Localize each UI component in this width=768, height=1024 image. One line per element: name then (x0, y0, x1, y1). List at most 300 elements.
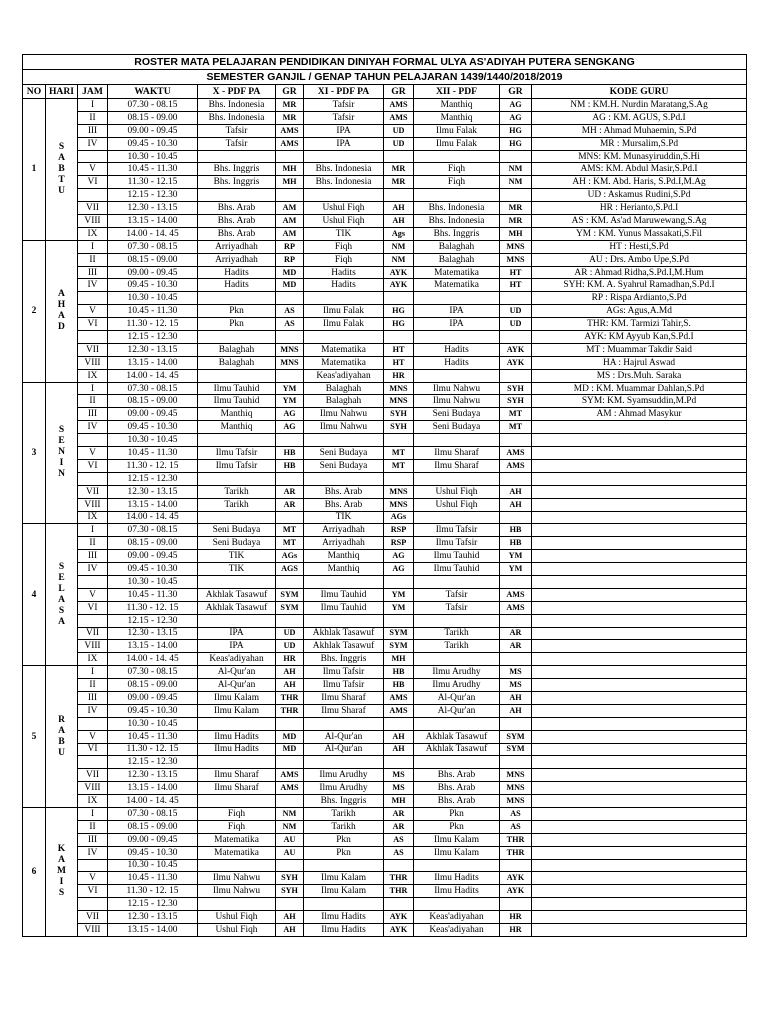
gr-xi-cell: AYK (384, 924, 414, 937)
day-name-letter: T (58, 174, 65, 185)
kode-guru-cell: AU : Drs. Ambo Upe,S.Pd (532, 253, 747, 266)
gr-xii-cell: AYK (500, 885, 532, 898)
subject-xi-cell: Ilmu Hadits (304, 924, 384, 937)
subject-x-cell (198, 434, 276, 447)
gr-xii-cell: AG (500, 111, 532, 124)
waktu-cell: 08.15 - 09.00 (108, 111, 198, 124)
gr-x-cell: YM (276, 382, 304, 395)
waktu-cell: 12.30 - 13.15 (108, 627, 198, 640)
subject-xi-cell (304, 717, 384, 730)
gr-xi-cell: HB (384, 666, 414, 679)
subject-xii-cell: Fiqh (414, 163, 500, 176)
gr-xi-cell: AYK (384, 279, 414, 292)
subject-xii-cell: Ilmu Kalam (414, 846, 500, 859)
kode-guru-cell: HT : Hesti,S.Pd (532, 240, 747, 253)
header-class-x: X - PDF PA (198, 85, 276, 99)
gr-x-cell: MT (276, 524, 304, 537)
kode-guru-cell (532, 807, 747, 820)
roster-title: ROSTER MATA PELAJARAN PENDIDIKAN DINIYAH FORMAL ULYA AS'ADIYAH PUTERA SENGKANG (23, 55, 747, 70)
subject-xi-cell: Manthiq (304, 563, 384, 576)
gr-xii-cell: HT (500, 266, 532, 279)
subject-x-cell: Ilmu Hadits (198, 743, 276, 756)
schedule-row (23, 292, 747, 305)
kode-guru-cell (532, 550, 747, 563)
subject-x-cell: Matematika (198, 846, 276, 859)
header-gr-xii: GR (500, 85, 532, 99)
schedule-row (23, 704, 747, 717)
gr-xii-cell (500, 472, 532, 485)
subject-xii-cell (414, 614, 500, 627)
jam-cell: VI (78, 743, 108, 756)
jam-cell: IV (78, 279, 108, 292)
subject-xi-cell (304, 434, 384, 447)
kode-guru-cell (532, 820, 747, 833)
jam-cell: II (78, 111, 108, 124)
day-name-letter: I (59, 458, 64, 469)
subject-xi-cell: Pkn (304, 846, 384, 859)
gr-xi-cell: NM (384, 253, 414, 266)
waktu-cell: 14.00 - 14. 45 (108, 227, 198, 240)
gr-xii-cell: SYM (500, 743, 532, 756)
jam-cell: IV (78, 421, 108, 434)
gr-x-cell: AMS (276, 137, 304, 150)
subject-xii-cell: Seni Budaya (414, 408, 500, 421)
subject-x-cell: Ilmu Tafsir (198, 459, 276, 472)
subject-xi-cell: Ushul Fiqh (304, 202, 384, 215)
waktu-cell: 10.30 - 10.45 (108, 150, 198, 163)
jam-cell: I (78, 382, 108, 395)
subject-x-cell: Bhs. Inggris (198, 176, 276, 189)
jam-cell: VII (78, 627, 108, 640)
day-name (46, 666, 78, 808)
kode-guru-cell (532, 679, 747, 692)
kode-guru-cell: AMS: KM. Abdul Masir,S.Pd.I (532, 163, 747, 176)
gr-xi-cell: MT (384, 447, 414, 460)
subject-x-cell: Ilmu Kalam (198, 704, 276, 717)
gr-xii-cell: HG (500, 137, 532, 150)
gr-xii-cell: MR (500, 202, 532, 215)
schedule-row (23, 679, 747, 692)
subject-x-cell: Ilmu Tafsir (198, 447, 276, 460)
gr-x-cell (276, 717, 304, 730)
jam-cell (78, 189, 108, 202)
gr-xii-cell: MR (500, 215, 532, 228)
gr-xii-cell: MH (500, 227, 532, 240)
jam-cell: VI (78, 885, 108, 898)
kode-guru-cell (532, 859, 747, 872)
gr-x-cell: AR (276, 498, 304, 511)
subject-xi-cell: Fiqh (304, 240, 384, 253)
waktu-cell: 12.15 - 12.30 (108, 472, 198, 485)
gr-xi-cell: MNS (384, 498, 414, 511)
jam-cell: IV (78, 137, 108, 150)
waktu-cell: 10.45 - 11.30 (108, 730, 198, 743)
schedule-row (23, 382, 747, 395)
subject-x-cell: Ilmu Tauhid (198, 382, 276, 395)
gr-xi-cell: AS (384, 833, 414, 846)
kode-guru-cell: MNS: KM. Munasyiruddin,S.Hi (532, 150, 747, 163)
jam-cell: VIII (78, 356, 108, 369)
subject-x-cell: Ilmu Nahwu (198, 885, 276, 898)
kode-guru-cell: UD : Askamus Rudini,S.Pd (532, 189, 747, 202)
day-name-letter: B (58, 736, 65, 747)
subject-x-cell: Bhs. Arab (198, 202, 276, 215)
day-name-letter: S (58, 605, 65, 616)
kode-guru-cell (532, 524, 747, 537)
subject-xii-cell (414, 511, 500, 524)
day-name-letter: S (58, 561, 65, 572)
gr-xi-cell (384, 292, 414, 305)
subject-x-cell: Pkn (198, 318, 276, 331)
subject-x-cell: Hadits (198, 279, 276, 292)
gr-xi-cell: RSP (384, 537, 414, 550)
gr-xi-cell (384, 859, 414, 872)
gr-x-cell: MH (276, 176, 304, 189)
waktu-cell: 12.15 - 12.30 (108, 898, 198, 911)
gr-xii-cell (500, 511, 532, 524)
gr-xi-cell: MNS (384, 382, 414, 395)
subject-xi-cell: Hadits (304, 266, 384, 279)
subject-xi-cell: Al-Qur'an (304, 743, 384, 756)
header-gr-xi: GR (384, 85, 414, 99)
gr-xii-cell: AH (500, 498, 532, 511)
jam-cell: III (78, 691, 108, 704)
schedule-row (23, 356, 747, 369)
subject-xii-cell: Ilmu Hadits (414, 872, 500, 885)
jam-cell (78, 472, 108, 485)
gr-xii-cell: THR (500, 833, 532, 846)
gr-xii-cell: AYK (500, 356, 532, 369)
subject-xii-cell: Ilmu Nahwu (414, 395, 500, 408)
subject-xii-cell: Fiqh (414, 176, 500, 189)
schedule-row (23, 421, 747, 434)
gr-x-cell: MR (276, 99, 304, 112)
kode-guru-cell: MT : Muammar Takdir Said (532, 343, 747, 356)
waktu-cell: 13.15 - 14.00 (108, 924, 198, 937)
subject-x-cell (198, 898, 276, 911)
subject-x-cell: TIK (198, 563, 276, 576)
gr-x-cell (276, 292, 304, 305)
gr-xii-cell (500, 653, 532, 666)
schedule-row (23, 459, 747, 472)
gr-x-cell: SYH (276, 885, 304, 898)
subject-xii-cell: Matematika (414, 279, 500, 292)
day-name (46, 99, 78, 241)
waktu-cell: 11.30 - 12. 15 (108, 318, 198, 331)
gr-xii-cell (500, 614, 532, 627)
gr-x-cell: AMS (276, 124, 304, 137)
gr-xi-cell: AMS (384, 691, 414, 704)
day-name-letter: E (58, 436, 65, 447)
subject-x-cell: Pkn (198, 305, 276, 318)
gr-xii-cell: AR (500, 640, 532, 653)
subject-xii-cell: Bhs. Indonesia (414, 215, 500, 228)
subject-xii-cell: Ilmu Nahwu (414, 382, 500, 395)
subject-xi-cell (304, 150, 384, 163)
jam-cell: VIII (78, 640, 108, 653)
gr-x-cell (276, 614, 304, 627)
schedule-row (23, 227, 747, 240)
subject-x-cell: Bhs. Indonesia (198, 111, 276, 124)
gr-xi-cell: HG (384, 318, 414, 331)
subject-xi-cell: Ilmu Tafsir (304, 666, 384, 679)
gr-xi-cell: SYM (384, 627, 414, 640)
gr-xii-cell: MNS (500, 782, 532, 795)
gr-xii-cell: SYM (500, 730, 532, 743)
jam-cell: IX (78, 795, 108, 808)
kode-guru-cell: YM : KM. Yunus Massakati,S.Fil (532, 227, 747, 240)
waktu-cell: 07.30 - 08.15 (108, 240, 198, 253)
gr-xi-cell (384, 717, 414, 730)
waktu-cell: 09.45 - 10.30 (108, 563, 198, 576)
subject-xii-cell (414, 331, 500, 344)
waktu-cell: 13.15 - 14.00 (108, 356, 198, 369)
subject-x-cell: Hadits (198, 266, 276, 279)
day-name-letter: A (58, 594, 65, 605)
gr-xii-cell: UD (500, 305, 532, 318)
gr-x-cell (276, 472, 304, 485)
jam-cell (78, 859, 108, 872)
schedule-row (23, 885, 747, 898)
gr-xi-cell: AH (384, 730, 414, 743)
gr-x-cell: MD (276, 266, 304, 279)
gr-xi-cell: AMS (384, 704, 414, 717)
subject-xi-cell: Balaghah (304, 395, 384, 408)
gr-xi-cell: AS (384, 846, 414, 859)
gr-x-cell: AU (276, 833, 304, 846)
gr-xi-cell: HR (384, 369, 414, 382)
subject-xi-cell: Ilmu Tauhid (304, 588, 384, 601)
subject-xii-cell (414, 898, 500, 911)
subject-xi-cell: TIK (304, 227, 384, 240)
kode-guru-cell (532, 872, 747, 885)
waktu-cell: 14.00 - 14. 45 (108, 511, 198, 524)
subject-xii-cell: Akhlak Tasawuf (414, 743, 500, 756)
subject-xi-cell (304, 859, 384, 872)
subject-xi-cell: Seni Budaya (304, 459, 384, 472)
gr-xii-cell (500, 717, 532, 730)
kode-guru-cell (532, 421, 747, 434)
schedule-row (23, 137, 747, 150)
subject-xii-cell: Hadits (414, 343, 500, 356)
gr-xii-cell (500, 331, 532, 344)
gr-xi-cell: MR (384, 163, 414, 176)
roster-sheet (22, 54, 746, 937)
gr-xii-cell: AH (500, 691, 532, 704)
schedule-row (23, 730, 747, 743)
kode-guru-cell (532, 601, 747, 614)
waktu-cell: 13.15 - 14.00 (108, 782, 198, 795)
gr-x-cell: AH (276, 924, 304, 937)
waktu-cell: 12.15 - 12.30 (108, 331, 198, 344)
gr-xi-cell: AMS (384, 99, 414, 112)
subject-xii-cell: Bhs. Arab (414, 795, 500, 808)
gr-xii-cell: HB (500, 524, 532, 537)
day-name-letter: D (58, 322, 65, 333)
jam-cell: II (78, 253, 108, 266)
schedule-row (23, 898, 747, 911)
subject-xii-cell: Hadits (414, 356, 500, 369)
subject-x-cell: Akhlak Tasawuf (198, 601, 276, 614)
gr-x-cell: HR (276, 653, 304, 666)
subject-x-cell (198, 369, 276, 382)
subject-xi-cell: Manthiq (304, 550, 384, 563)
gr-x-cell: HB (276, 447, 304, 460)
subject-xi-cell (304, 614, 384, 627)
day-number: 6 (23, 807, 46, 936)
subject-xi-cell: Bhs. Arab (304, 498, 384, 511)
subject-xi-cell: Keas'adiyahan (304, 369, 384, 382)
subject-xii-cell: Ilmu Tauhid (414, 550, 500, 563)
gr-xii-cell: THR (500, 846, 532, 859)
schedule-row (23, 601, 747, 614)
gr-x-cell (276, 511, 304, 524)
subject-xi-cell (304, 575, 384, 588)
jam-cell: IV (78, 704, 108, 717)
gr-x-cell (276, 189, 304, 202)
waktu-cell: 13.15 - 14.00 (108, 498, 198, 511)
header-jam: JAM (78, 85, 108, 99)
schedule-row (23, 911, 747, 924)
gr-xi-cell: SYH (384, 421, 414, 434)
subject-xii-cell (414, 575, 500, 588)
subject-xii-cell: Ushul Fiqh (414, 485, 500, 498)
kode-guru-cell: HA : Hajrul Aswad (532, 356, 747, 369)
gr-xii-cell: AMS (500, 601, 532, 614)
waktu-cell: 10.30 - 10.45 (108, 292, 198, 305)
schedule-row (23, 924, 747, 937)
gr-xi-cell: MS (384, 782, 414, 795)
subject-xii-cell: Ilmu Arudhy (414, 679, 500, 692)
subject-xi-cell: Bhs. Indonesia (304, 176, 384, 189)
subject-xii-cell: Ilmu Tafsir (414, 537, 500, 550)
gr-x-cell: AM (276, 227, 304, 240)
gr-x-cell: THR (276, 704, 304, 717)
gr-xi-cell: HB (384, 679, 414, 692)
jam-cell: I (78, 524, 108, 537)
jam-cell: V (78, 872, 108, 885)
subject-xi-cell: Ilmu Falak (304, 318, 384, 331)
day-number: 3 (23, 382, 46, 524)
waktu-cell: 07.30 - 08.15 (108, 666, 198, 679)
gr-x-cell: AS (276, 318, 304, 331)
kode-guru-cell: AG : KM. AGUS, S.Pd.I (532, 111, 747, 124)
day-name-letter: N (58, 469, 65, 480)
gr-x-cell: AR (276, 485, 304, 498)
kode-guru-cell (532, 511, 747, 524)
gr-xi-cell: AYK (384, 266, 414, 279)
header-kode-guru: KODE GURU (532, 85, 747, 99)
schedule-row (23, 305, 747, 318)
schedule-row (23, 640, 747, 653)
gr-xi-cell (384, 472, 414, 485)
subject-x-cell: Manthiq (198, 408, 276, 421)
waktu-cell: 09.45 - 10.30 (108, 137, 198, 150)
jam-cell: IX (78, 653, 108, 666)
gr-x-cell (276, 756, 304, 769)
gr-x-cell: MT (276, 537, 304, 550)
gr-xii-cell: MT (500, 421, 532, 434)
gr-xii-cell (500, 369, 532, 382)
jam-cell: IX (78, 511, 108, 524)
subject-xii-cell: Ilmu Arudhy (414, 666, 500, 679)
kode-guru-cell (532, 795, 747, 808)
waktu-cell: 12.30 - 13.15 (108, 202, 198, 215)
gr-xii-cell (500, 434, 532, 447)
gr-x-cell: AGS (276, 563, 304, 576)
kode-guru-cell (532, 666, 747, 679)
gr-x-cell: AU (276, 846, 304, 859)
gr-xi-cell: THR (384, 872, 414, 885)
gr-xii-cell (500, 898, 532, 911)
subject-x-cell (198, 472, 276, 485)
subject-xi-cell: Ilmu Tafsir (304, 679, 384, 692)
gr-xii-cell: MNS (500, 253, 532, 266)
schedule-row (23, 253, 747, 266)
subject-x-cell (198, 189, 276, 202)
header-row (23, 85, 747, 99)
jam-cell: III (78, 124, 108, 137)
subject-xii-cell: Matematika (414, 266, 500, 279)
day-name-letter: R (58, 714, 65, 725)
schedule-row (23, 215, 747, 228)
gr-x-cell: MNS (276, 343, 304, 356)
subject-xii-cell (414, 653, 500, 666)
subject-x-cell: Keas'adiyahan (198, 653, 276, 666)
schedule-row (23, 653, 747, 666)
subject-xi-cell: Al-Qur'an (304, 730, 384, 743)
gr-x-cell: RP (276, 240, 304, 253)
subject-xii-cell: Keas'adiyahan (414, 924, 500, 937)
subject-xi-cell: Bhs. Inggris (304, 653, 384, 666)
gr-xii-cell (500, 859, 532, 872)
gr-xi-cell: MNS (384, 485, 414, 498)
gr-x-cell: AMS (276, 769, 304, 782)
kode-guru-cell (532, 769, 747, 782)
subject-xii-cell: Ilmu Tauhid (414, 563, 500, 576)
subject-x-cell: Ilmu Tauhid (198, 395, 276, 408)
gr-x-cell: NM (276, 820, 304, 833)
subject-xii-cell: Ilmu Sharaf (414, 459, 500, 472)
gr-xi-cell: RSP (384, 524, 414, 537)
gr-x-cell: SYM (276, 601, 304, 614)
jam-cell (78, 898, 108, 911)
gr-x-cell: AH (276, 679, 304, 692)
subject-x-cell: Ilmu Sharaf (198, 782, 276, 795)
schedule-row (23, 99, 747, 112)
jam-cell: IV (78, 563, 108, 576)
subject-xii-cell: Manthiq (414, 99, 500, 112)
gr-xi-cell: AG (384, 550, 414, 563)
subject-xii-cell (414, 859, 500, 872)
gr-xii-cell (500, 292, 532, 305)
subject-xi-cell: Bhs. Inggris (304, 795, 384, 808)
gr-xi-cell: UD (384, 137, 414, 150)
jam-cell: III (78, 266, 108, 279)
header-waktu: WAKTU (108, 85, 198, 99)
schedule-row (23, 150, 747, 163)
subject-xi-cell: TIK (304, 511, 384, 524)
gr-x-cell: AM (276, 215, 304, 228)
gr-xi-cell (384, 150, 414, 163)
gr-x-cell: HB (276, 459, 304, 472)
title-row (23, 55, 747, 70)
subject-xii-cell: Al-Qur'an (414, 704, 500, 717)
day-name-letter: E (58, 572, 65, 583)
waktu-cell: 10.45 - 11.30 (108, 588, 198, 601)
day-name-letter: N (58, 447, 65, 458)
waktu-cell: 12.15 - 12.30 (108, 189, 198, 202)
